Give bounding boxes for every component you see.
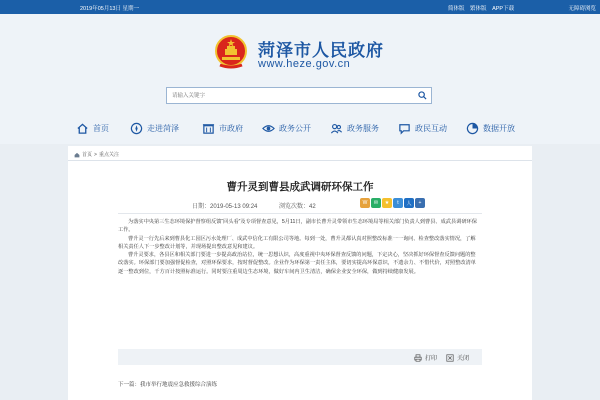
top-links	[448, 4, 518, 12]
article-title: 曹升灵到曹县成武调研环保工作	[226, 181, 374, 193]
wechat-share-icon[interactable]: ✉	[371, 198, 381, 208]
article-body	[118, 218, 480, 276]
site-title: 菏泽市人民政府	[258, 41, 384, 60]
nav-item-about[interactable]	[130, 120, 179, 136]
close-icon	[446, 354, 454, 362]
nav-item-services[interactable]	[330, 120, 379, 136]
nav-label: 数据开放	[483, 123, 515, 133]
simplified-link[interactable]: 简体版	[448, 6, 465, 12]
breadcrumb-home[interactable]: 首页	[82, 152, 93, 158]
search-input[interactable]	[167, 88, 413, 103]
more-share-icon[interactable]: +	[415, 198, 425, 208]
print-button[interactable]	[414, 353, 437, 362]
breadcrumb	[74, 151, 119, 158]
article-views: 浏览次数：42	[279, 204, 316, 210]
nav-item-open-data[interactable]	[466, 120, 515, 136]
site-url: www.heze.gov.cn	[258, 58, 351, 70]
national-emblem-icon	[214, 35, 248, 69]
printer-icon	[414, 354, 422, 362]
nav-item-home[interactable]	[76, 120, 109, 136]
nav-label: 政民互动	[415, 123, 447, 133]
search-button[interactable]	[413, 88, 431, 103]
building-icon	[202, 122, 215, 135]
next-article-label: 下一篇：	[118, 382, 141, 388]
traditional-link[interactable]: 繁体版	[470, 6, 487, 12]
current-date: 2019年05月13日 星期一	[80, 6, 139, 12]
share-bar	[360, 198, 425, 208]
nav-label: 政务公开	[279, 123, 311, 133]
article-paragraph: 为落实中央第三生态环境保护督察组反馈“回头看”及专项督查意见，5月11日，副市长曹升灵带领市生态环境局等相关部门负责人到曹县、成武县调研环保工作。	[118, 219, 477, 234]
qzone-share-icon[interactable]: ★	[382, 198, 392, 208]
nav-label: 市政府	[219, 123, 243, 133]
nav-item-interaction[interactable]	[398, 120, 447, 136]
tencent-share-icon[interactable]: t	[393, 198, 403, 208]
article-paragraph: 曹升灵要求，各县区和相关部门要进一步提高政治站位，统一思想认识，高度重视中央环保督查反馈的问题，下定决心，坚决抓好环保督查反馈问题的整改落实。环保部门要加强督促检查，对照环保要求，按时督促整改。企业作为环保第一责任主体，要切实提高环保意识，不遗余力、不惜代价，对照整改清单逐一整改到位，千方百计按照标准运行。同时要注重周边生态环境，做好车间内卫生清洁，确保企业安全环保，做到持续健康发展。	[118, 252, 476, 275]
nav-label: 走进菏泽	[147, 123, 179, 133]
people-icon	[330, 122, 343, 135]
close-label: 关闭	[457, 356, 470, 362]
breadcrumb-separator: >	[94, 151, 97, 158]
divider	[118, 213, 482, 214]
search-icon	[418, 91, 427, 100]
main-nav	[0, 114, 600, 144]
chart-icon	[466, 122, 479, 135]
next-article-link[interactable]: 我市举行地震应急救援综合演练	[140, 382, 218, 388]
compass-icon	[130, 122, 143, 135]
nav-label: 首页	[93, 123, 109, 133]
divider	[68, 160, 532, 161]
article-tools	[118, 349, 482, 365]
close-button[interactable]	[446, 353, 469, 362]
nav-label: 政务服务	[347, 123, 379, 133]
weibo-share-icon[interactable]: W	[360, 198, 370, 208]
search-box	[166, 87, 432, 104]
article-paragraph: 曹升灵一行先后来到曹县化工园区污水处理厂、成武中信化工有限公司等地。每到一处，曹升灵都认真对照整改标准一一询问、检查整改落实情况，了解相关责任人下一步整改计划等，并现场提出整改意见和建议。	[118, 235, 476, 250]
print-label: 打印	[425, 356, 438, 362]
nav-item-government[interactable]	[202, 120, 243, 136]
home-icon	[76, 122, 89, 135]
article-meta	[192, 201, 336, 210]
app-download-link[interactable]: APP下载	[492, 6, 515, 12]
eye-icon	[262, 122, 275, 135]
accessibility-link[interactable]: 无障碍浏览	[568, 6, 596, 12]
home-icon	[74, 152, 80, 158]
breadcrumb-current[interactable]: 重点关注	[98, 152, 119, 158]
next-article	[118, 380, 217, 388]
article-panel	[68, 146, 532, 400]
nav-item-public-affairs[interactable]	[262, 120, 311, 136]
site-header	[0, 14, 600, 114]
renren-share-icon[interactable]: 人	[404, 198, 414, 208]
article-date: 日期：2019-05-13 09:24	[192, 204, 258, 210]
top-bar	[0, 0, 600, 14]
chat-icon	[398, 122, 411, 135]
